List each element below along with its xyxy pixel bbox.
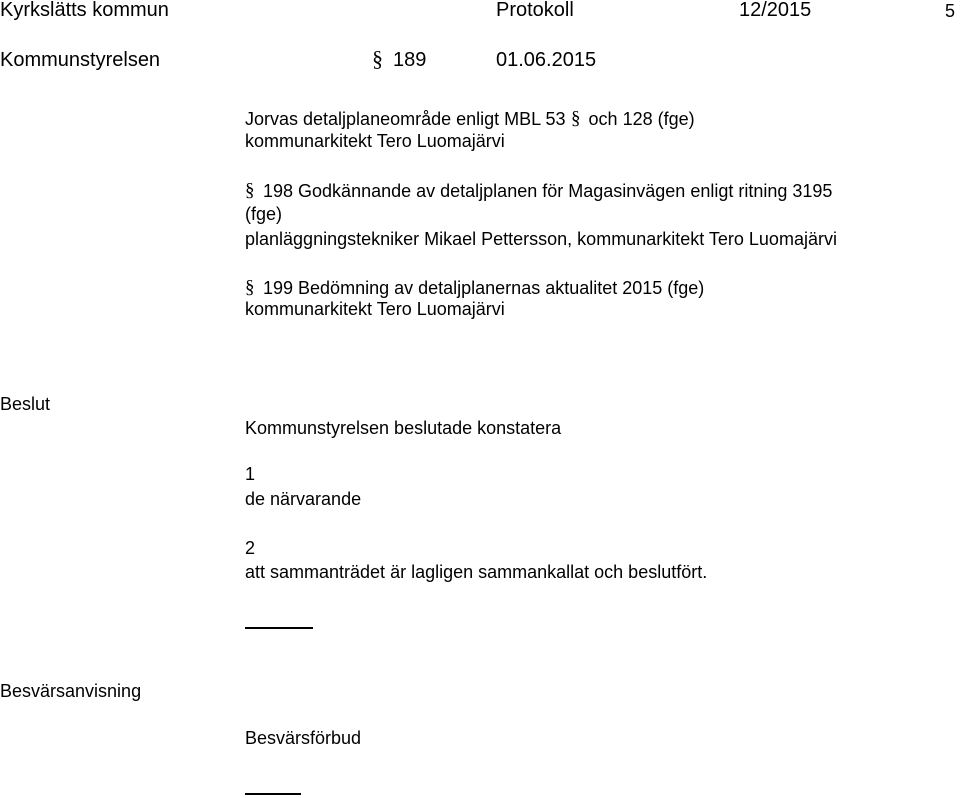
- appeal-text: Besvärsförbud: [245, 728, 362, 748]
- municipality-name: Kyrkslätts kommun: [0, 0, 169, 21]
- section-mark-icon: [245, 179, 259, 201]
- decision-intro: Kommunstyrelsen beslutade konstatera: [245, 418, 562, 438]
- reference-title-part: 198 Godkännande av detaljplanen för Magasinvägen enligt ritning 3195: [263, 181, 833, 201]
- svg-text:§: §: [570, 108, 581, 129]
- decision-item-number: 1: [245, 464, 256, 484]
- appeal-heading: Besvärsanvisning: [0, 681, 142, 701]
- decision-item-text: de närvarande: [245, 489, 362, 509]
- reference-title-continuation: (fge): [245, 204, 283, 224]
- end-rule: [245, 627, 313, 629]
- reference-title-part: Jorvas detaljplaneområde enligt MBL 53: [245, 109, 566, 129]
- page-number: 5: [945, 1, 956, 21]
- decision-item-number: 2: [245, 538, 256, 558]
- decision-heading: Beslut: [0, 394, 51, 414]
- reference-title: [245, 276, 704, 298]
- reference-title-part: 199 Bedömning av detaljplanernas aktualitet 2015 (fge): [263, 278, 705, 298]
- decision-item-text: att sammanträdet är lagligen sammankallat och beslutfört.: [245, 562, 708, 582]
- section-mark-icon: [372, 46, 386, 72]
- protocol-number: 12/2015: [739, 0, 812, 21]
- end-rule: [245, 793, 301, 795]
- section-mark-icon: [245, 276, 259, 298]
- reference-preparer: planläggningstekniker Mikael Pettersson, kommunarkitekt Tero Luomajärvi: [245, 229, 837, 249]
- section-mark-icon: [571, 107, 585, 129]
- svg-text:§: §: [245, 277, 255, 298]
- section-number: 189: [393, 49, 427, 71]
- reference-preparer: kommunarkitekt Tero Luomajärvi: [245, 131, 505, 151]
- reference-title: [245, 179, 832, 201]
- meeting-date: 01.06.2015: [496, 49, 597, 71]
- reference-title-part: och 128 (fge): [588, 109, 695, 129]
- committee-name: Kommunstyrelsen: [0, 49, 161, 71]
- document-type: Protokoll: [496, 0, 574, 21]
- svg-text:§: §: [372, 46, 383, 71]
- svg-text:§: §: [245, 180, 255, 201]
- reference-title: [245, 107, 695, 129]
- reference-preparer: kommunarkitekt Tero Luomajärvi: [245, 299, 505, 319]
